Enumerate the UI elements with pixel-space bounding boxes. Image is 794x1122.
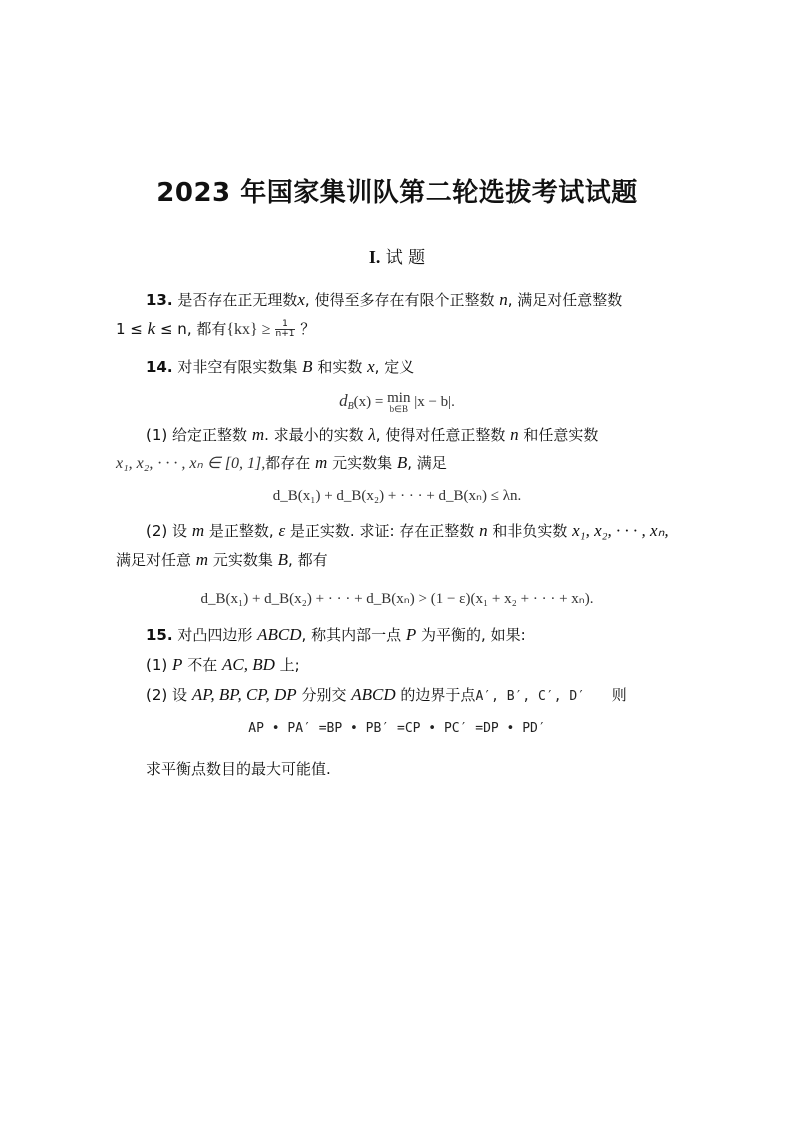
fraction: $\frac{1}{n+1}$ [275, 319, 295, 339]
problem-13-line-1: 13. 是否存在正无理数x, 使得至多存在有限个正整数 n, 满足对任意整数 [146, 290, 623, 309]
problem-14-part-1-line-1: (1) 给定正整数 m. 求最小的实数 λ, 使得对任意正整数 n 和任意实数 [146, 425, 599, 444]
problem-15-number: 15. [146, 626, 173, 644]
section-number: I. [368, 247, 381, 267]
problem-13-number: 13. [146, 291, 173, 309]
problem-14-number: 14. [146, 358, 173, 376]
section-heading [0, 243, 794, 268]
problem-14-part-2-line-1: (2) 设 m 是正整数, ε 是正实数. 求证: 存在正整数 n 和非负实数 x₁, x₂, · · · , xₙ, [146, 521, 669, 540]
section-name: 试 题 [385, 248, 426, 268]
page-title: 2023 年国家集训队第二轮选拔考试试题 [156, 178, 638, 208]
problem-15-line-1: 15. 对凸四边形 ABCD, 称其内部一点 P 为平衡的, 如果: [146, 625, 526, 644]
part-2-inequality: d_B(x₁) + d_B(x₂) + · · · + d_B(xₙ) > (1 − ε)(x₁ + x₂ + · · · + xₙ). [200, 591, 594, 607]
part-1-inequality: d_B(x₁) + d_B(x₂) + · · · + d_B(xₙ) ≤ λn. [272, 488, 522, 504]
problem-14-line-1: 14. 对非空有限实数集 B 和实数 x, 定义 [146, 357, 415, 376]
problem-14-part-1-line-2: x₁, x₂, · · · , xₙ ∈ [0, 1],都存在 m 元实数集 B, 满足 [116, 453, 447, 472]
problem-13-line-2: 1 ≤ k ≤ n, 都有{kx} ≥ $\frac{1}{n+1}$ ？ [116, 319, 316, 339]
problem-15-question: 求平衡点数目的最大可能值. [146, 760, 331, 778]
problem-15-condition-1: (1) P 不在 AC, BD 上; [146, 655, 300, 674]
problem-15-condition-2: (2) 设 AP, BP, CP, DP 分别交 ABCD 的边界于点A′, B′, C′, D′ 则 [146, 685, 627, 704]
balance-equation: AP • PA′ =BP • PB′ =CP • PC′ =DP • PD′ [248, 721, 546, 736]
definition-formula: $d_B(x) = \min$ b∈B |x − b|. [339, 390, 455, 414]
problem-14-part-2-line-2: 满足对任意 m 元实数集 B, 都有 [116, 550, 328, 569]
